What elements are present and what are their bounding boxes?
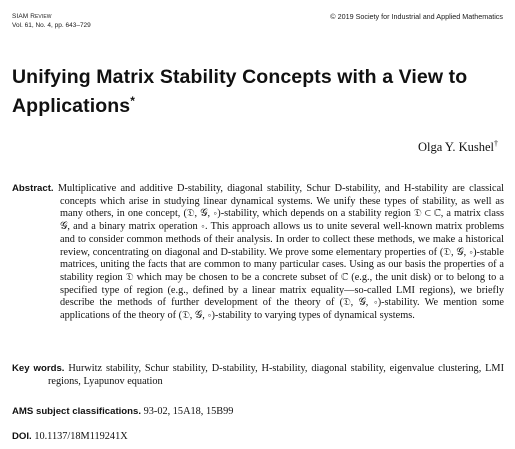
title-footnote-mark: * [130,94,135,108]
copyright-notice: © 2019 Society for Industrial and Applied Mathematics [330,12,503,21]
abstract-label: Abstract. [12,183,54,194]
journal-name: SIAM Review [12,13,52,20]
doi-label: DOI. [12,431,32,442]
doi [12,431,128,444]
keywords [12,363,504,388]
doi-text: 10.1137/18M119241X [34,431,128,442]
keywords-text: Hurwitz stability, Schur stability, D-stability, H-stability, diagonal stability, eigenvalue clustering, LMI regions, Lyapunov equation [48,363,505,387]
abstract-text: Multiplicative and additive D-stability, diagonal stability, Schur D-stability, and H-stability are classical concepts which arise in studying linear dynamical systems. We unify these types of stability, as well as many others, in one concept, (𝔇, 𝒢, ∘)-stability, which depends on a stability region 𝔇 ⊂ ℂ, a matrix class 𝒢, and a binary matrix operation ∘. This approach allows us to unite several well-known matrix problems and to consider common methods of their analysis. In order to collect these methods, we make a historical review, concentrating on diagonal and D-stability. We prove some elementary properties of (𝔇, 𝒢, ∘)-stable matrices, uniting the facts that are common to many particular cases. Using as our basis the properties of a stability region 𝔇 which may be chosen to be a concrete subset of ℂ (e.g., the unit disk) or to belong to a specified type of region (e.g., defined by a linear matrix equality—so-called LMI regions), we briefly describe the methods of further development of the theory of (𝔇, 𝒢, ∘)-stability. We mention some applications of the theory of (𝔇, 𝒢, ∘)-stability to varying types of dynamical systems. [57,183,505,322]
keywords-label: Key words. [12,363,65,374]
ams-text: 93-02, 15A18, 15B99 [143,406,234,417]
author-name: Olga Y. Kushel [417,140,494,154]
paper-title-text: Unifying Matrix Stability Concepts with a View to Applications [12,66,468,117]
ams-classifications [12,406,233,419]
abstract [12,183,504,323]
author-line [418,140,498,155]
paper-title [12,63,502,121]
ams-label: AMS subject classifications. [12,406,142,417]
author-footnote-mark: † [494,139,498,148]
journal-volume: Vol. 61, No. 4, pp. 643–729 [12,21,91,29]
journal-info [12,13,91,30]
